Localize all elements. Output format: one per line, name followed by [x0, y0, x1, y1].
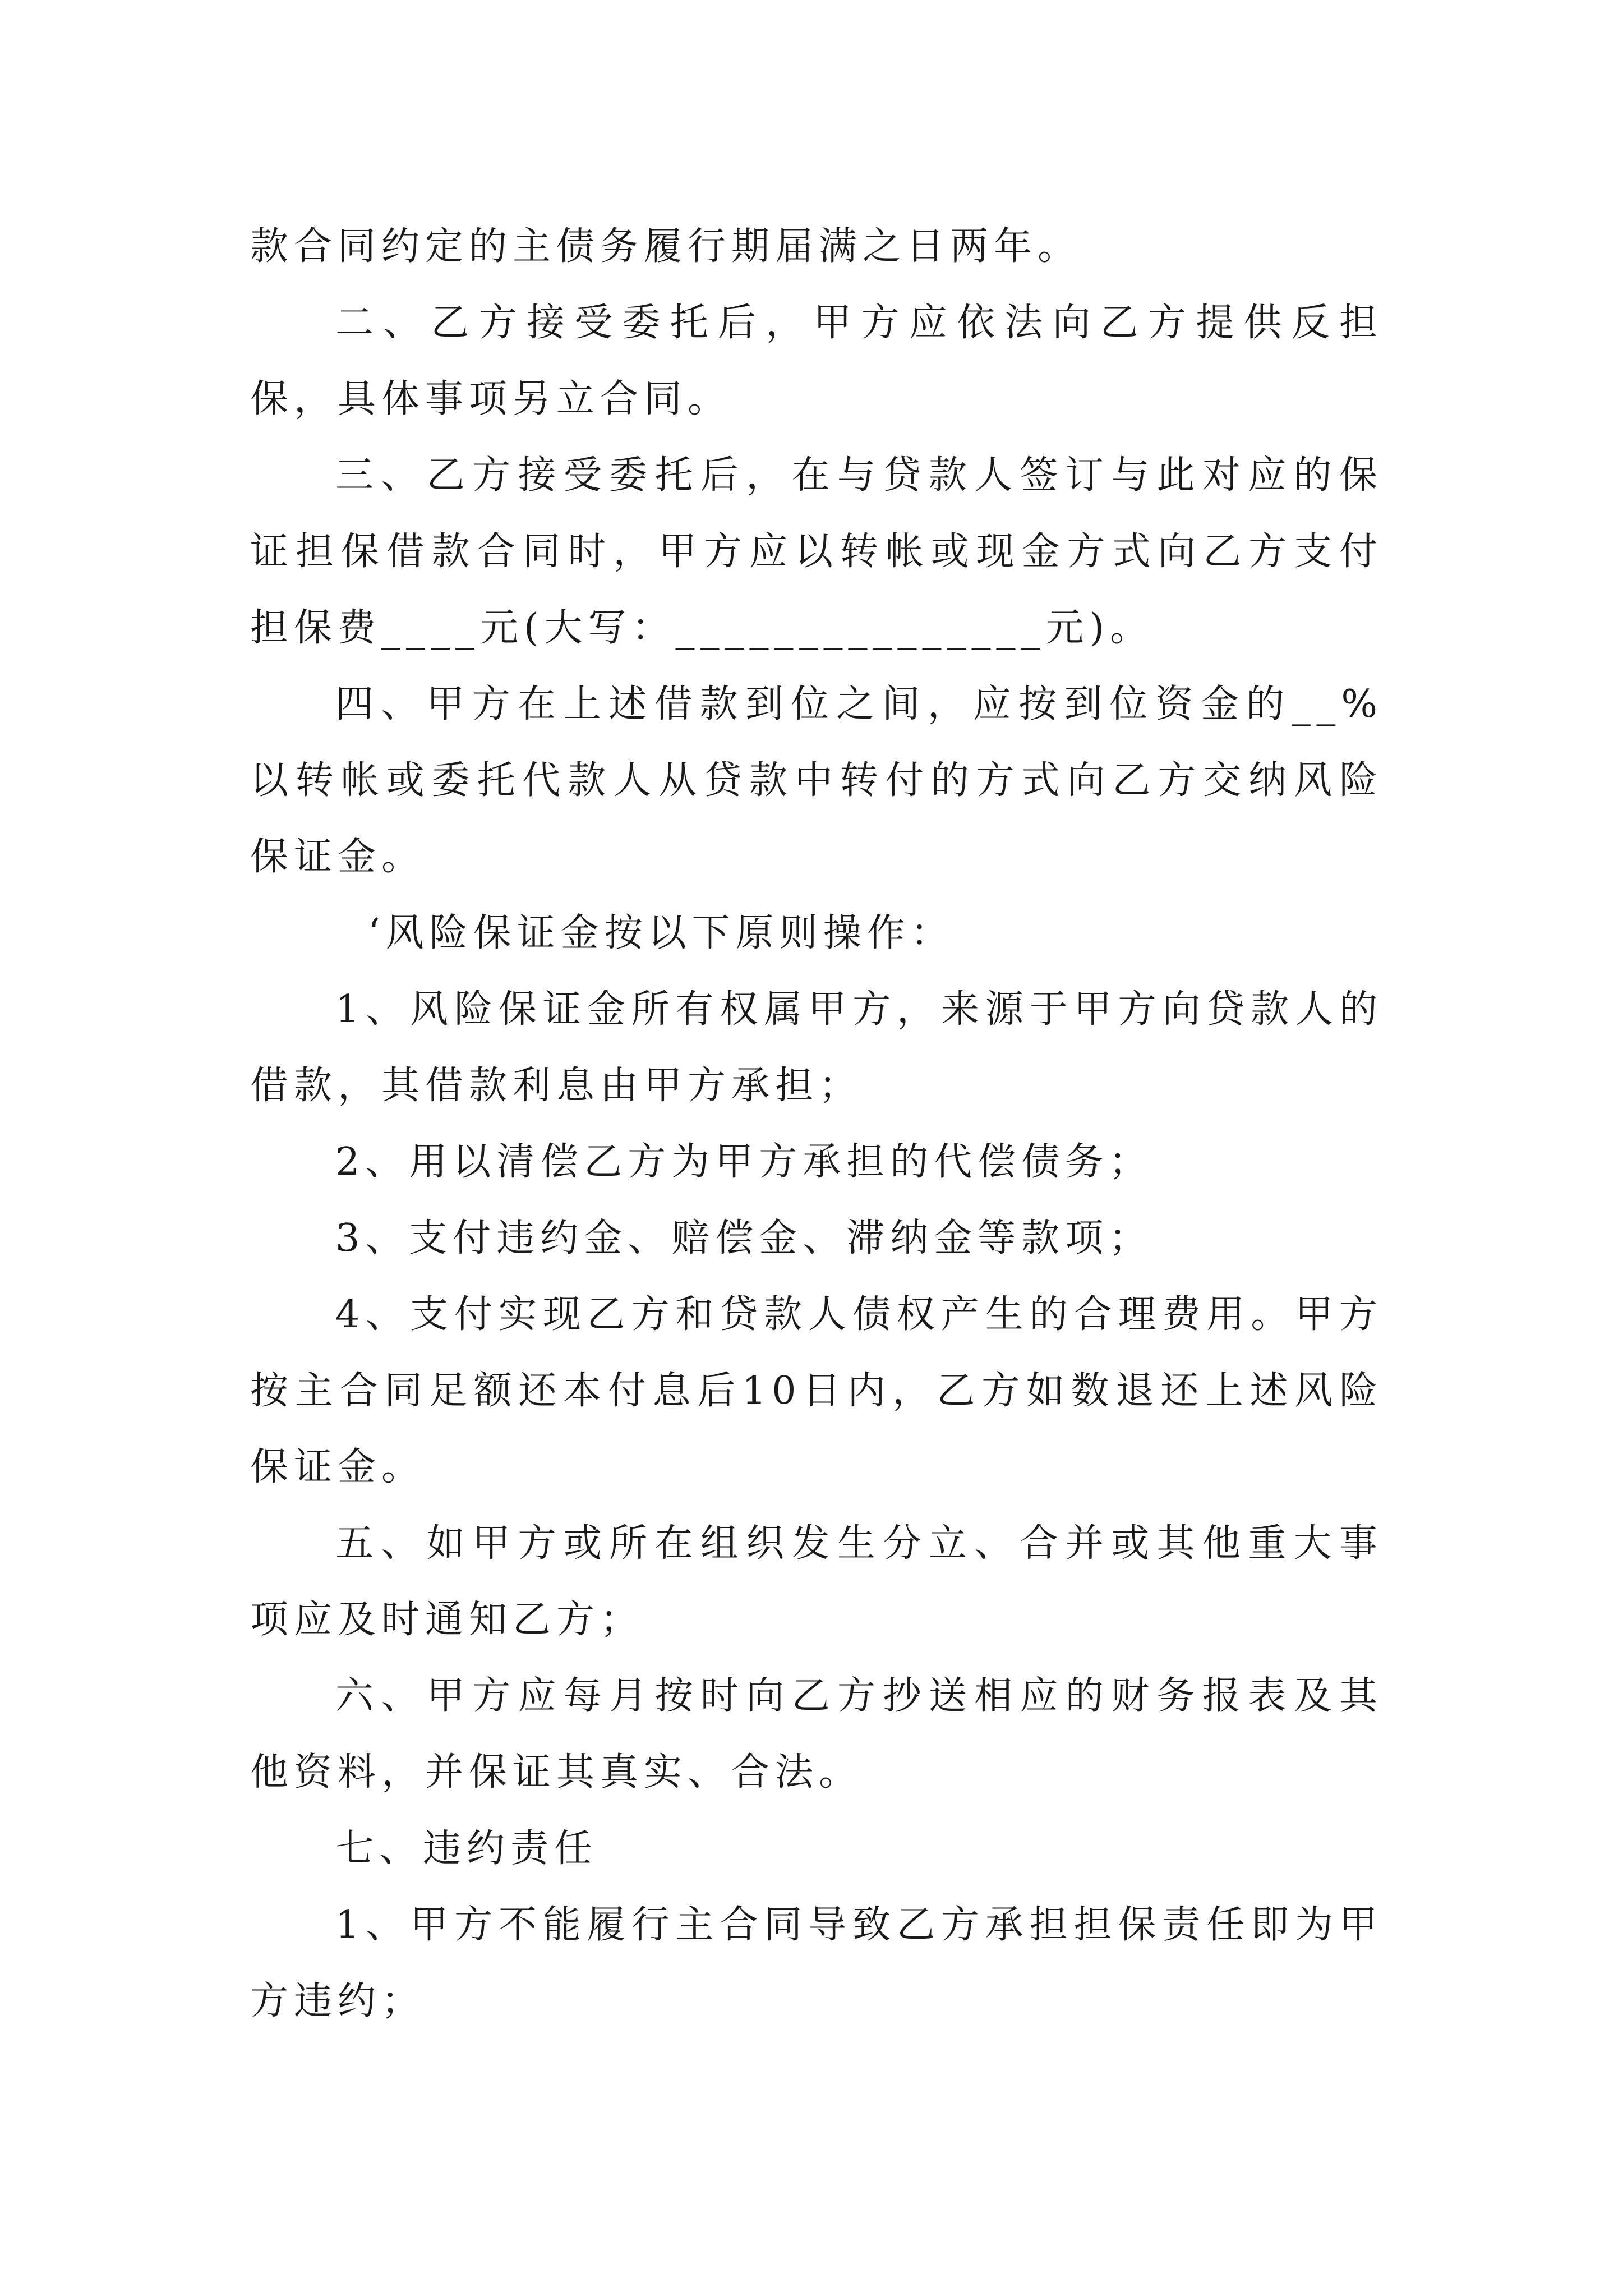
paragraph-principle-4: 4、支付实现乙方和贷款人债权产生的合理费用。甲方按主合同足额还本付息后10日内，乙方如数退还上述风险保证金。	[250, 1292, 1383, 1489]
paragraph-principle-1: 1、风险保证金所有权属甲方，来源于甲方向贷款人的借款，其借款利息由甲方承担；	[250, 987, 1383, 1108]
paragraph-principles-intro: ‘风险保证金按以下原则操作：	[368, 911, 955, 955]
paragraph-principle-3: 3、支付违约金、赔偿金、滞纳金等款项；	[335, 1216, 1153, 1260]
paragraph-continuation: 款合同约定的主债务履行期届满之日两年。	[250, 224, 1082, 269]
paragraph-breach-1: 1、甲方不能履行主合同导致乙方承担担保责任即为甲方违约；	[250, 1903, 1383, 2023]
paragraph-principle-2: 2、用以清偿乙方为甲方承担的代偿债务；	[335, 1140, 1153, 1184]
paragraph-clause-7-heading: 七、违约责任	[335, 1826, 598, 1871]
paragraph-clause-2: 二、乙方接受委托后，甲方应依法向乙方提供反担保，具体事项另立合同。	[250, 301, 1383, 421]
document-body	[250, 209, 1383, 2040]
paragraph-clause-4: 四、甲方在上述借款到位之间，应按到位资金的__%以转帐或委托代款人从贷款中转付的方式向乙方交纳风险保证金。	[250, 682, 1383, 879]
paragraph-clause-5: 五、如甲方或所在组织发生分立、合并或其他重大事项应及时通知乙方；	[250, 1521, 1383, 1642]
paragraph-clause-3: 三、乙方接受委托后，在与贷款人签订与此对应的保证担保借款合同时，甲方应以转帐或现金方式向乙方支付担保费____元(大写：_______________元)。	[250, 453, 1383, 650]
paragraph-clause-6: 六、甲方应每月按时向乙方抄送相应的财务报表及其他资料，并保证其真实、合法。	[250, 1674, 1383, 1795]
